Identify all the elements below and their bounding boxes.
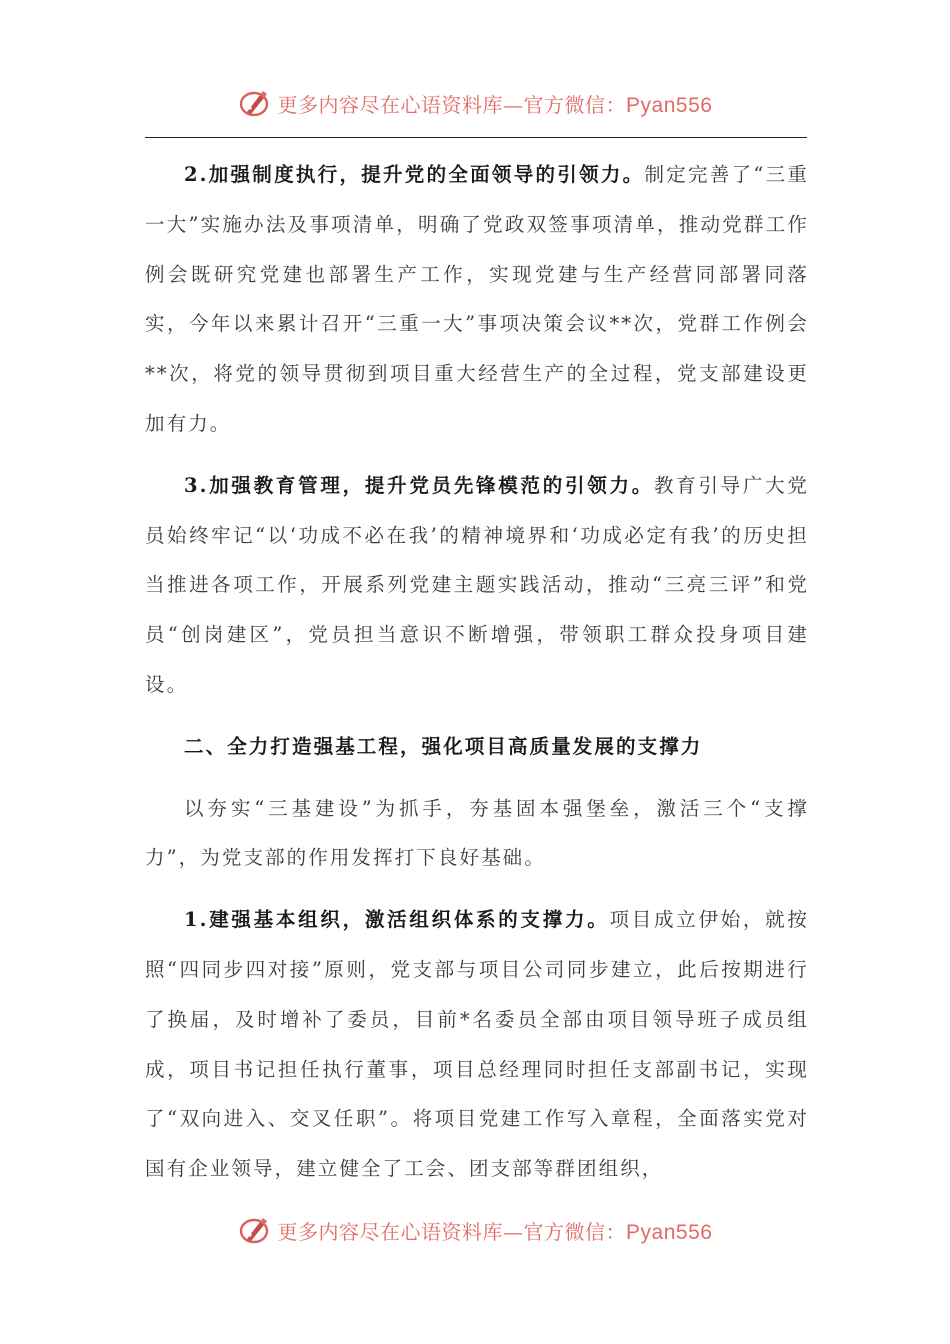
footer-watermark-label: 更多内容尽在心语资料库—官方微信： (277, 1219, 627, 1244)
document-body (145, 150, 809, 1194)
pen-logo-icon (238, 86, 272, 120)
paragraph-4-body: 项目成立伊始，就按照“四同步四对接”原则，党支部与项目公司同步建立，此后按期进行了换届，及时增补了委员，目前*名委员全部由项目领导班子成员组成，项目书记担任执行董事，项目总经理同时担任支部副书记，实现了“双向进入、交叉任职”。将项目党建工作写入章程，全面落实党对国有企业领导，建立健全了工会、团支部等群团组织， (145, 908, 810, 1181)
paragraph-1-body: 制定完善了“三重一大”实施办法及事项清单，明确了党政双签事项清单，推动党群工作例会既研究党建也部署生产工作，实现党建与生产经营同部署同落实，今年以来累计召开“三重一大”事项决策会议**次，党群工作例会**次，将党的领导贯彻到项目重大经营生产的全过程，党支部建设更加有力。 (145, 163, 809, 435)
footer-watermark (0, 1210, 950, 1250)
header-watermark-label: 更多内容尽在心语资料库—官方微信： (277, 92, 627, 117)
paragraph-2-body: 教育引导广大党员始终牢记“以‘功成不必在我’的精神境界和‘功成必定有我’的历史担当推进各项工作，开展系列党建主题实践活动，推动“三亮三评”和党员“创岗建区”，党员担当意识不断增强，带领职工群众投身项目建设。 (145, 473, 809, 696)
paragraph-4-lead: 1.建强基本组织，激活组织体系的支撑力。 (184, 908, 610, 932)
footer-watermark-text (278, 1216, 713, 1245)
paragraph-3-body: 以夯实“三基建设”为抓手，夯基固本强堡垒，激活三个“支撑力”，为党支部的作用发挥打下良好基础。 (145, 796, 809, 870)
pen-logo-icon (238, 1213, 272, 1247)
footer-wechat-id: Pyan556 (626, 1220, 713, 1244)
paragraph-1 (145, 150, 809, 449)
header-divider (145, 137, 807, 138)
header-wechat-id: Pyan556 (626, 93, 713, 117)
header-watermark-text (278, 89, 713, 118)
paragraph-2-lead: 3.加强教育管理，提升党员先锋模范的引领力。 (184, 473, 654, 497)
paragraph-3 (145, 784, 809, 884)
paragraph-2 (145, 461, 809, 710)
header-watermark (0, 83, 950, 123)
paragraph-4 (145, 895, 809, 1194)
section-heading: 二、全力打造强基工程，强化项目高质量发展的支撑力 (184, 734, 703, 758)
paragraph-1-lead: 2.加强制度执行，提升党的全面领导的引领力。 (184, 163, 645, 186)
